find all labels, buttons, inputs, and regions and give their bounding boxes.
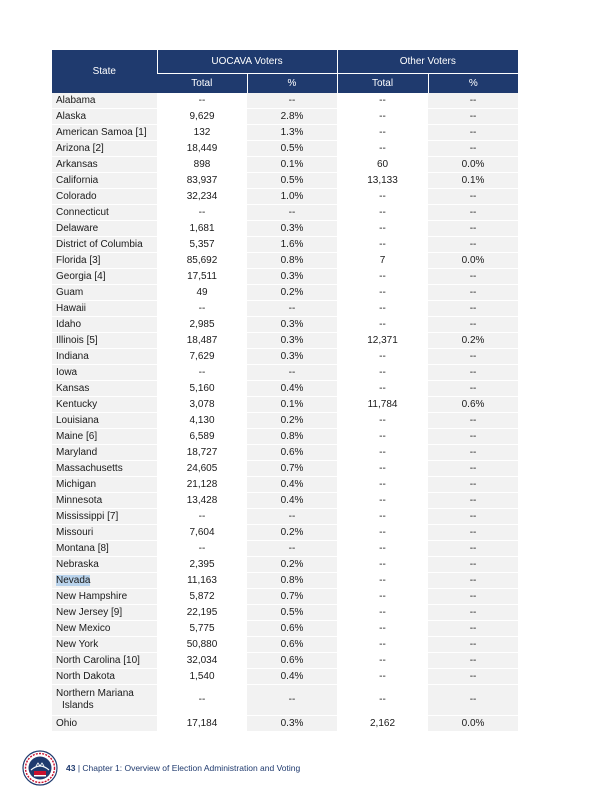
table-row bbox=[52, 461, 518, 477]
other-total-cell: 60 bbox=[337, 157, 428, 173]
other-total-cell: 13,133 bbox=[337, 173, 428, 189]
other-total-cell: -- bbox=[337, 461, 428, 477]
table-row bbox=[52, 589, 518, 605]
uocava-pct-cell: 0.6% bbox=[247, 445, 337, 461]
uocava-total-cell: 7,629 bbox=[157, 349, 247, 365]
uocava-pct-cell: 1.3% bbox=[247, 125, 337, 141]
uocava-pct-cell: 0.4% bbox=[247, 493, 337, 509]
state-cell bbox=[52, 445, 157, 461]
uocava-pct-cell: 0.6% bbox=[247, 637, 337, 653]
other-total-cell: -- bbox=[337, 653, 428, 669]
other-total-cell: -- bbox=[337, 541, 428, 557]
uocava-pct-cell: 1.6% bbox=[247, 237, 337, 253]
state-cell bbox=[52, 621, 157, 637]
state-cell bbox=[52, 461, 157, 477]
state-cell bbox=[52, 716, 157, 732]
table-row bbox=[52, 109, 518, 125]
other-total-cell: -- bbox=[337, 525, 428, 541]
state-cell bbox=[52, 589, 157, 605]
other-total-cell: 12,371 bbox=[337, 333, 428, 349]
other-total-cell: 11,784 bbox=[337, 397, 428, 413]
uocava-total-cell: 5,775 bbox=[157, 621, 247, 637]
uocava-pct-cell: 0.2% bbox=[247, 557, 337, 573]
state-name: Delaware bbox=[56, 222, 99, 234]
state-voters-table bbox=[52, 50, 518, 732]
table-row bbox=[52, 509, 518, 525]
other-pct-cell: -- bbox=[428, 541, 518, 557]
table-row bbox=[52, 413, 518, 429]
state-cell bbox=[52, 237, 157, 253]
state-cell bbox=[52, 269, 157, 285]
state-cell bbox=[52, 573, 157, 589]
state-name: North Dakota bbox=[56, 670, 115, 682]
uocava-total-cell: 21,128 bbox=[157, 477, 247, 493]
table-row bbox=[52, 301, 518, 317]
other-pct-cell: -- bbox=[428, 221, 518, 237]
state-name: Florida [3] bbox=[56, 254, 101, 266]
table-row bbox=[52, 653, 518, 669]
other-pct-cell: -- bbox=[428, 413, 518, 429]
uocava-pct-cell: 0.3% bbox=[247, 333, 337, 349]
other-pct-cell: -- bbox=[428, 685, 518, 716]
other-total-cell: -- bbox=[337, 93, 428, 109]
state-cell bbox=[52, 221, 157, 237]
other-pct-cell: -- bbox=[428, 349, 518, 365]
state-cell bbox=[52, 653, 157, 669]
other-pct-cell: -- bbox=[428, 509, 518, 525]
uocava-pct-cell: -- bbox=[247, 93, 337, 109]
state-name: Nevada bbox=[56, 574, 91, 586]
state-cell bbox=[52, 285, 157, 301]
state-cell bbox=[52, 381, 157, 397]
table-row bbox=[52, 669, 518, 685]
uocava-pct-cell: 0.3% bbox=[247, 349, 337, 365]
table-row bbox=[52, 637, 518, 653]
uocava-total-cell: 2,395 bbox=[157, 557, 247, 573]
other-total-cell: -- bbox=[337, 301, 428, 317]
state-name: Indiana bbox=[56, 350, 89, 362]
uocava-pct-cell: 0.4% bbox=[247, 669, 337, 685]
uocava-pct-cell: 0.6% bbox=[247, 621, 337, 637]
other-total-cell: -- bbox=[337, 269, 428, 285]
uocava-total-cell: -- bbox=[157, 541, 247, 557]
other-pct-cell: -- bbox=[428, 653, 518, 669]
state-name: North Carolina [10] bbox=[56, 654, 140, 666]
table-row bbox=[52, 157, 518, 173]
uocava-total-cell: 4,130 bbox=[157, 413, 247, 429]
table-row bbox=[52, 685, 518, 716]
header-uocava-voters: UOCAVA Voters bbox=[157, 50, 337, 74]
state-name: Missouri bbox=[56, 526, 94, 538]
uocava-total-cell: 6,589 bbox=[157, 429, 247, 445]
state-name: Minnesota bbox=[56, 494, 103, 506]
state-name: California bbox=[56, 174, 99, 186]
other-pct-cell: -- bbox=[428, 493, 518, 509]
other-pct-cell: -- bbox=[428, 477, 518, 493]
state-name: Arkansas bbox=[56, 158, 98, 170]
other-total-cell: -- bbox=[337, 237, 428, 253]
other-pct-cell: -- bbox=[428, 573, 518, 589]
uocava-pct-cell: 0.6% bbox=[247, 653, 337, 669]
state-cell bbox=[52, 109, 157, 125]
other-total-cell: -- bbox=[337, 365, 428, 381]
table-row bbox=[52, 253, 518, 269]
other-total-cell: -- bbox=[337, 573, 428, 589]
table-row bbox=[52, 285, 518, 301]
state-cell bbox=[52, 525, 157, 541]
other-total-cell: -- bbox=[337, 685, 428, 716]
uocava-pct-cell: -- bbox=[247, 509, 337, 525]
uocava-total-cell: -- bbox=[157, 365, 247, 381]
other-pct-cell: -- bbox=[428, 301, 518, 317]
header-state: State bbox=[52, 50, 157, 93]
other-total-cell: -- bbox=[337, 205, 428, 221]
state-cell bbox=[52, 605, 157, 621]
state-name: District of Columbia bbox=[56, 238, 143, 250]
uocava-total-cell: -- bbox=[157, 685, 247, 716]
uocava-total-cell: 18,487 bbox=[157, 333, 247, 349]
table-row bbox=[52, 349, 518, 365]
state-name: Guam bbox=[56, 286, 84, 298]
other-pct-cell: 0.6% bbox=[428, 397, 518, 413]
state-cell bbox=[52, 637, 157, 653]
uocava-pct-cell: 0.5% bbox=[247, 173, 337, 189]
uocava-pct-cell: 0.3% bbox=[247, 269, 337, 285]
header-uocava-pct: % bbox=[247, 74, 337, 94]
other-pct-cell: -- bbox=[428, 285, 518, 301]
other-total-cell: -- bbox=[337, 221, 428, 237]
other-total-cell: -- bbox=[337, 621, 428, 637]
uocava-total-cell: -- bbox=[157, 205, 247, 221]
uocava-pct-cell: 0.3% bbox=[247, 317, 337, 333]
uocava-pct-cell: -- bbox=[247, 205, 337, 221]
other-pct-cell: -- bbox=[428, 637, 518, 653]
state-cell bbox=[52, 349, 157, 365]
other-total-cell: -- bbox=[337, 669, 428, 685]
table-row bbox=[52, 477, 518, 493]
header-uocava-total: Total bbox=[157, 74, 247, 94]
table-row bbox=[52, 429, 518, 445]
uocava-total-cell: 83,937 bbox=[157, 173, 247, 189]
other-pct-cell: -- bbox=[428, 621, 518, 637]
state-cell bbox=[52, 541, 157, 557]
state-cell bbox=[52, 205, 157, 221]
state-cell bbox=[52, 509, 157, 525]
state-cell bbox=[52, 301, 157, 317]
uocava-total-cell: -- bbox=[157, 93, 247, 109]
other-pct-cell: -- bbox=[428, 317, 518, 333]
state-cell bbox=[52, 189, 157, 205]
state-name: Illinois [5] bbox=[56, 334, 98, 346]
uocava-total-cell: 22,195 bbox=[157, 605, 247, 621]
other-total-cell: -- bbox=[337, 589, 428, 605]
state-name: New Hampshire bbox=[56, 590, 128, 602]
other-total-cell: -- bbox=[337, 381, 428, 397]
uocava-total-cell: -- bbox=[157, 301, 247, 317]
other-pct-cell: -- bbox=[428, 269, 518, 285]
uocava-total-cell: -- bbox=[157, 509, 247, 525]
state-name: Louisiana bbox=[56, 414, 99, 426]
uocava-total-cell: 32,034 bbox=[157, 653, 247, 669]
table-row bbox=[52, 493, 518, 509]
uocava-total-cell: 9,629 bbox=[157, 109, 247, 125]
uocava-total-cell: 49 bbox=[157, 285, 247, 301]
uocava-total-cell: 1,681 bbox=[157, 221, 247, 237]
uocava-total-cell: 17,511 bbox=[157, 269, 247, 285]
other-pct-cell: -- bbox=[428, 557, 518, 573]
uocava-pct-cell: 0.1% bbox=[247, 157, 337, 173]
uocava-total-cell: 24,605 bbox=[157, 461, 247, 477]
uocava-total-cell: 18,727 bbox=[157, 445, 247, 461]
uocava-total-cell: 50,880 bbox=[157, 637, 247, 653]
table-row bbox=[52, 173, 518, 189]
state-name: Connecticut bbox=[56, 206, 109, 218]
page-number: 43 bbox=[66, 763, 76, 773]
table-row bbox=[52, 573, 518, 589]
state-name: Massachusetts bbox=[56, 462, 123, 474]
uocava-pct-cell: 0.4% bbox=[247, 381, 337, 397]
uocava-pct-cell: 0.3% bbox=[247, 716, 337, 732]
uocava-total-cell: 5,872 bbox=[157, 589, 247, 605]
other-total-cell: -- bbox=[337, 477, 428, 493]
other-pct-cell: -- bbox=[428, 461, 518, 477]
state-cell bbox=[52, 157, 157, 173]
state-name: Georgia [4] bbox=[56, 270, 106, 282]
table-row bbox=[52, 333, 518, 349]
other-total-cell: 2,162 bbox=[337, 716, 428, 732]
state-cell bbox=[52, 141, 157, 157]
other-total-cell: -- bbox=[337, 429, 428, 445]
state-cell bbox=[52, 397, 157, 413]
state-name: Maryland bbox=[56, 446, 98, 458]
footer-separator: | bbox=[75, 763, 83, 773]
state-cell bbox=[52, 125, 157, 141]
table-row bbox=[52, 557, 518, 573]
uocava-total-cell: 18,449 bbox=[157, 141, 247, 157]
uocava-pct-cell: 0.7% bbox=[247, 589, 337, 605]
other-pct-cell: 0.0% bbox=[428, 253, 518, 269]
other-pct-cell: 0.0% bbox=[428, 157, 518, 173]
other-pct-cell: -- bbox=[428, 141, 518, 157]
uocava-pct-cell: 0.8% bbox=[247, 573, 337, 589]
chapter-title: Chapter 1: Overview of Election Administration and Voting bbox=[82, 763, 301, 773]
other-pct-cell: 0.2% bbox=[428, 333, 518, 349]
uocava-pct-cell: -- bbox=[247, 685, 337, 716]
state-name: New Mexico bbox=[56, 622, 111, 634]
other-pct-cell: 0.1% bbox=[428, 173, 518, 189]
table-row bbox=[52, 365, 518, 381]
other-total-cell: -- bbox=[337, 285, 428, 301]
state-name: Michigan bbox=[56, 478, 97, 490]
uocava-total-cell: 132 bbox=[157, 125, 247, 141]
table-row bbox=[52, 525, 518, 541]
uocava-pct-cell: -- bbox=[247, 541, 337, 557]
table-row bbox=[52, 621, 518, 637]
state-name: Colorado bbox=[56, 190, 97, 202]
table-body bbox=[52, 93, 518, 732]
header-other-pct: % bbox=[428, 74, 518, 94]
other-total-cell: -- bbox=[337, 509, 428, 525]
table-header bbox=[52, 50, 518, 93]
uocava-pct-cell: 0.7% bbox=[247, 461, 337, 477]
other-total-cell: -- bbox=[337, 189, 428, 205]
other-total-cell: -- bbox=[337, 637, 428, 653]
uocava-pct-cell: 0.8% bbox=[247, 429, 337, 445]
state-name: Alaska bbox=[56, 110, 87, 122]
table-row bbox=[52, 205, 518, 221]
uocava-pct-cell: -- bbox=[247, 301, 337, 317]
uocava-total-cell: 7,604 bbox=[157, 525, 247, 541]
state-name: New York bbox=[56, 638, 99, 650]
other-pct-cell: -- bbox=[428, 605, 518, 621]
table-row bbox=[52, 541, 518, 557]
state-name: Montana [8] bbox=[56, 542, 109, 554]
uocava-pct-cell: 0.2% bbox=[247, 413, 337, 429]
table-row bbox=[52, 716, 518, 732]
state-cell bbox=[52, 253, 157, 269]
uocava-total-cell: 5,357 bbox=[157, 237, 247, 253]
other-total-cell: -- bbox=[337, 317, 428, 333]
state-cell bbox=[52, 477, 157, 493]
uocava-total-cell: 13,428 bbox=[157, 493, 247, 509]
state-name: Kansas bbox=[56, 382, 90, 394]
table-row bbox=[52, 141, 518, 157]
state-name: Idaho bbox=[56, 318, 82, 330]
other-pct-cell: -- bbox=[428, 365, 518, 381]
other-total-cell: -- bbox=[337, 109, 428, 125]
uocava-total-cell: 3,078 bbox=[157, 397, 247, 413]
other-total-cell: -- bbox=[337, 125, 428, 141]
uocava-total-cell: 11,163 bbox=[157, 573, 247, 589]
state-name: Northern Mariana bbox=[56, 688, 134, 699]
state-name: New Jersey [9] bbox=[56, 606, 123, 618]
state-name: Arizona [2] bbox=[56, 142, 104, 154]
uocava-total-cell: 1,540 bbox=[157, 669, 247, 685]
table-row bbox=[52, 317, 518, 333]
header-other-total: Total bbox=[337, 74, 428, 94]
page-footer bbox=[22, 750, 562, 788]
table-row bbox=[52, 237, 518, 253]
other-total-cell: -- bbox=[337, 605, 428, 621]
other-pct-cell: -- bbox=[428, 381, 518, 397]
table-row bbox=[52, 93, 518, 109]
other-pct-cell: -- bbox=[428, 589, 518, 605]
state-cell bbox=[52, 413, 157, 429]
uocava-pct-cell: 0.4% bbox=[247, 477, 337, 493]
other-pct-cell: -- bbox=[428, 205, 518, 221]
other-pct-cell: -- bbox=[428, 669, 518, 685]
footer-text bbox=[66, 763, 300, 773]
state-name: Mississippi [7] bbox=[56, 510, 119, 522]
state-cell bbox=[52, 685, 157, 716]
uocava-pct-cell: -- bbox=[247, 365, 337, 381]
uocava-pct-cell: 0.2% bbox=[247, 285, 337, 301]
uocava-pct-cell: 1.0% bbox=[247, 189, 337, 205]
uocava-pct-cell: 0.3% bbox=[247, 221, 337, 237]
uocava-pct-cell: 0.8% bbox=[247, 253, 337, 269]
uocava-pct-cell: 0.1% bbox=[247, 397, 337, 413]
other-total-cell: -- bbox=[337, 349, 428, 365]
other-total-cell: 7 bbox=[337, 253, 428, 269]
other-pct-cell: -- bbox=[428, 109, 518, 125]
other-pct-cell: -- bbox=[428, 189, 518, 205]
table-row bbox=[52, 269, 518, 285]
state-cell bbox=[52, 493, 157, 509]
other-total-cell: -- bbox=[337, 445, 428, 461]
table-row bbox=[52, 605, 518, 621]
state-cell bbox=[52, 173, 157, 189]
state-name: Iowa bbox=[56, 366, 78, 378]
other-total-cell: -- bbox=[337, 141, 428, 157]
state-cell bbox=[52, 669, 157, 685]
uocava-total-cell: 85,692 bbox=[157, 253, 247, 269]
table-row bbox=[52, 445, 518, 461]
state-cell bbox=[52, 93, 157, 109]
header-other-voters: Other Voters bbox=[337, 50, 518, 74]
uocava-pct-cell: 2.8% bbox=[247, 109, 337, 125]
state-cell bbox=[52, 317, 157, 333]
table-row bbox=[52, 125, 518, 141]
table-row bbox=[52, 221, 518, 237]
state-name: Islands bbox=[62, 700, 94, 711]
other-pct-cell: -- bbox=[428, 525, 518, 541]
uocava-pct-cell: 0.5% bbox=[247, 605, 337, 621]
state-name: American Samoa [1] bbox=[56, 126, 147, 138]
state-name: Kentucky bbox=[56, 398, 98, 410]
other-total-cell: -- bbox=[337, 413, 428, 429]
uocava-total-cell: 5,160 bbox=[157, 381, 247, 397]
state-cell bbox=[52, 365, 157, 381]
other-total-cell: -- bbox=[337, 493, 428, 509]
other-pct-cell: -- bbox=[428, 237, 518, 253]
state-cell bbox=[52, 429, 157, 445]
table-row bbox=[52, 189, 518, 205]
table-row bbox=[52, 397, 518, 413]
state-name: Maine [6] bbox=[56, 430, 98, 442]
other-pct-cell: -- bbox=[428, 445, 518, 461]
uocava-total-cell: 2,985 bbox=[157, 317, 247, 333]
other-pct-cell: -- bbox=[428, 429, 518, 445]
other-pct-cell: 0.0% bbox=[428, 716, 518, 732]
state-name: Ohio bbox=[56, 717, 78, 729]
uocava-pct-cell: 0.5% bbox=[247, 141, 337, 157]
other-pct-cell: -- bbox=[428, 125, 518, 141]
other-total-cell: -- bbox=[337, 557, 428, 573]
uocava-total-cell: 17,184 bbox=[157, 716, 247, 732]
uocava-total-cell: 32,234 bbox=[157, 189, 247, 205]
state-cell bbox=[52, 333, 157, 349]
state-name: Alabama bbox=[56, 94, 96, 106]
uocava-total-cell: 898 bbox=[157, 157, 247, 173]
state-name: Nebraska bbox=[56, 558, 99, 570]
table-row bbox=[52, 381, 518, 397]
state-cell bbox=[52, 557, 157, 573]
uocava-pct-cell: 0.2% bbox=[247, 525, 337, 541]
other-pct-cell: -- bbox=[428, 93, 518, 109]
state-name: Hawaii bbox=[56, 302, 87, 314]
eac-seal-icon bbox=[22, 750, 58, 786]
